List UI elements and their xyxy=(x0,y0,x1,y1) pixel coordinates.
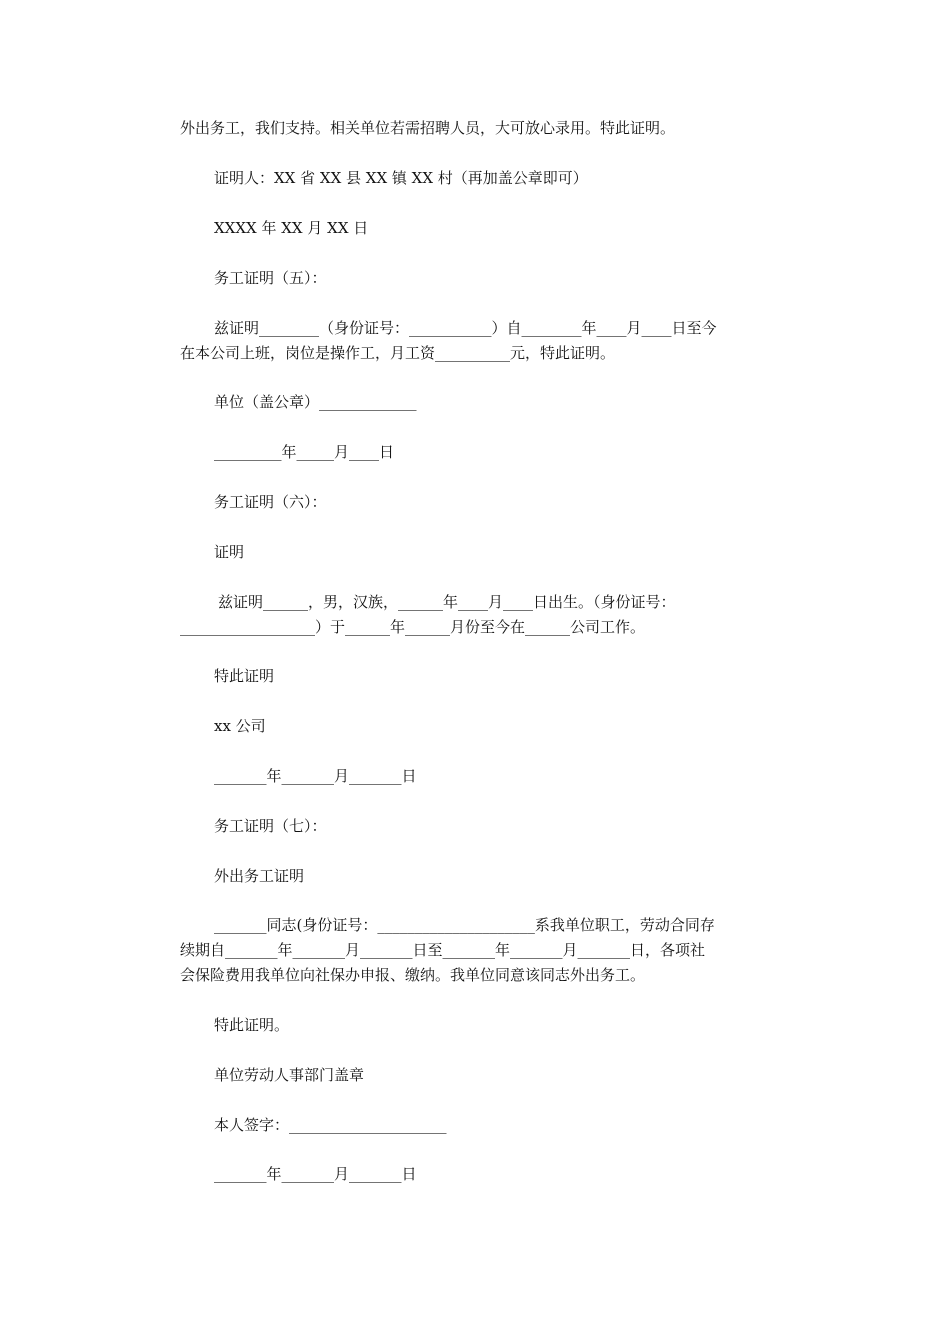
paragraph-line: 续期自_______年_______月_______日至_______年_______月_______日，各项社 xyxy=(180,941,706,959)
paragraph-line: 兹证明________（身份证号：___________）自________年____月____日至今 xyxy=(214,319,717,337)
stamp-line: 单位（盖公章）_____________ xyxy=(214,393,417,411)
section-heading: 务工证明（五）： xyxy=(214,269,327,287)
certifier-line: 证明人：XX 省 XX 县 XX 镇 XX 村（再加盖公章即可） xyxy=(214,169,588,187)
stamp-line: 单位劳动人事部门盖章 xyxy=(214,1066,365,1084)
company-line: xx 公司 xyxy=(214,717,266,735)
paragraph-line: __________________）于______年______月份至今在______公司工作。 xyxy=(180,618,646,636)
date-line: _________年_____月____日 xyxy=(214,443,395,461)
certificate-title: 证明 xyxy=(214,543,245,561)
paragraph-line: _______同志(身份证号：_____________________系我单位职工，劳动合同存 xyxy=(214,916,715,934)
signature-line: 本人签字：_____________________ xyxy=(214,1116,447,1134)
paragraph-line: 在本公司上班，岗位是操作工，月工资__________元，特此证明。 xyxy=(180,344,616,362)
date-line: _______年_______月_______日 xyxy=(214,1165,417,1183)
closing-line: 特此证明 xyxy=(214,667,275,685)
certificate-title: 外出务工证明 xyxy=(214,867,305,885)
paragraph-line: 兹证明______，男，汉族，______年____月____日出生。（身份证号： xyxy=(218,593,676,611)
date-line: XXXX 年 XX 月 XX 日 xyxy=(214,219,369,237)
paragraph-line: 外出务工，我们支持。相关单位若需招聘人员，大可放心录用。特此证明。 xyxy=(180,119,676,137)
section-heading: 务工证明（六）： xyxy=(214,493,327,511)
paragraph-line: 会保险费用我单位向社保办申报、缴纳。我单位同意该同志外出务工。 xyxy=(180,966,646,984)
section-heading: 务工证明（七）： xyxy=(214,817,327,835)
closing-line: 特此证明。 xyxy=(214,1016,290,1034)
date-line: _______年_______月_______日 xyxy=(214,767,417,785)
